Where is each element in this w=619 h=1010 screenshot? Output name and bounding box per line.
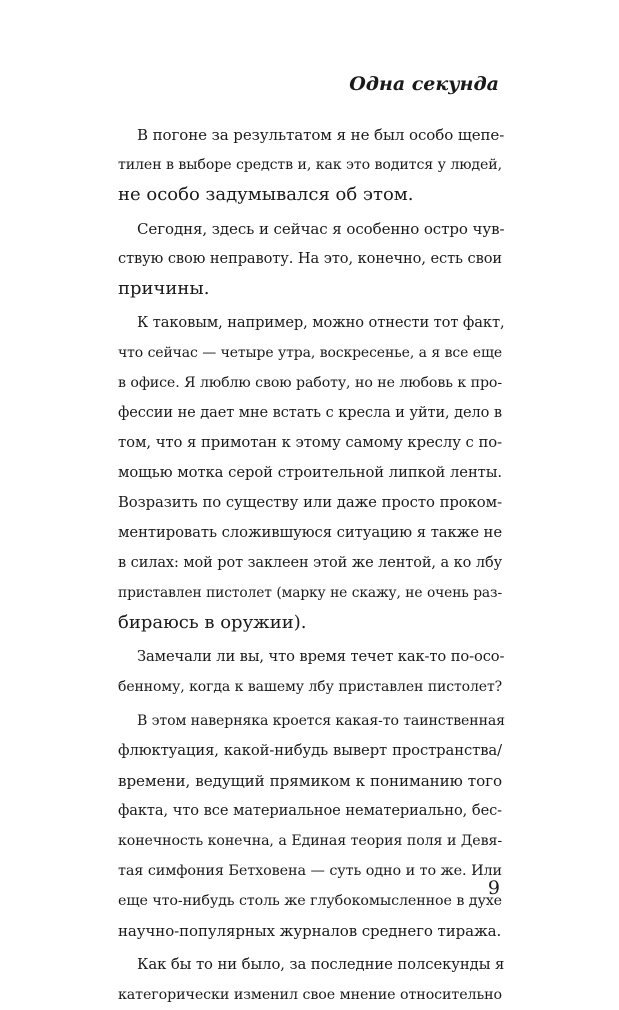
text-line: В этом наверняка кроется какая-то таинственная	[137, 713, 505, 729]
text-line: Замечали ли вы, что время течет как-то по-осо-	[137, 648, 505, 665]
text-line: мощью мотка серой строительной липкой ленты.	[118, 464, 502, 481]
body-text	[118, 120, 505, 1010]
text-line: Как бы то ни было, за последние полсекунды я	[137, 956, 505, 973]
text-line: К таковым, например, можно отнести тот факт,	[137, 314, 505, 331]
paragraph	[118, 120, 505, 210]
text-line: фессии не дает мне встать с кресла и уйти, дело в	[118, 405, 502, 421]
paragraph	[118, 214, 505, 304]
text-line: еще что-нибудь столь же глубокомысленное в духе	[118, 893, 502, 909]
text-line: научно-популярных журналов среднего тиража.	[118, 922, 502, 940]
text-line: в офисе. Я люблю свою работу, но не любовь к про-	[118, 375, 502, 391]
text-line: бираюсь в оружии).	[118, 612, 307, 633]
running-title: Одна секунда	[349, 73, 499, 95]
text-line: тилен в выборе средств и, как это водится у людей,	[118, 157, 502, 173]
text-line: что сейчас — четыре утра, воскресенье, а я все еще	[118, 345, 502, 361]
text-line: в силах: мой рот заклеен этой же лентой, а ко лбу	[118, 555, 502, 571]
paragraph	[118, 308, 505, 638]
text-line: ментировать сложившуюся ситуацию я также не	[118, 524, 502, 541]
text-line: причины.	[118, 278, 210, 299]
text-line: конечность конечна, а Единая теория поля и Девя-	[118, 833, 502, 849]
text-line: ствую свою неправоту. На это, конечно, есть свои	[118, 250, 502, 267]
text-line: бенному, когда к вашему лбу приставлен пистолет?	[118, 679, 502, 695]
text-line: приставлен пистолет (марку не скажу, не очень раз-	[118, 585, 502, 601]
text-line: факта, что все материальное нематериально, бес-	[118, 802, 502, 819]
text-line: времени, ведущий прямиком к пониманию того	[118, 772, 502, 790]
text-line: том, что я примотан к этому самому креслу с по-	[118, 434, 502, 451]
text-line: тая симфония Бетховена — суть одно и то же. Или	[118, 863, 502, 879]
paragraph	[118, 642, 505, 702]
paragraph	[118, 950, 505, 1010]
page-number: 9	[487, 877, 500, 899]
text-line: В погоне за результатом я не был особо щепе-	[137, 126, 505, 144]
text-line: Возразить по существу или даже просто проком-	[118, 494, 502, 511]
text-line: не особо задумывался об этом.	[118, 184, 414, 205]
text-line: Сегодня, здесь и сейчас я особенно остро чув-	[137, 220, 505, 238]
text-line: категорически изменил свое мнение относительно	[118, 987, 502, 1003]
paragraph	[118, 706, 505, 946]
text-line: флюктуация, какой-нибудь выверт пространства/	[118, 742, 502, 759]
